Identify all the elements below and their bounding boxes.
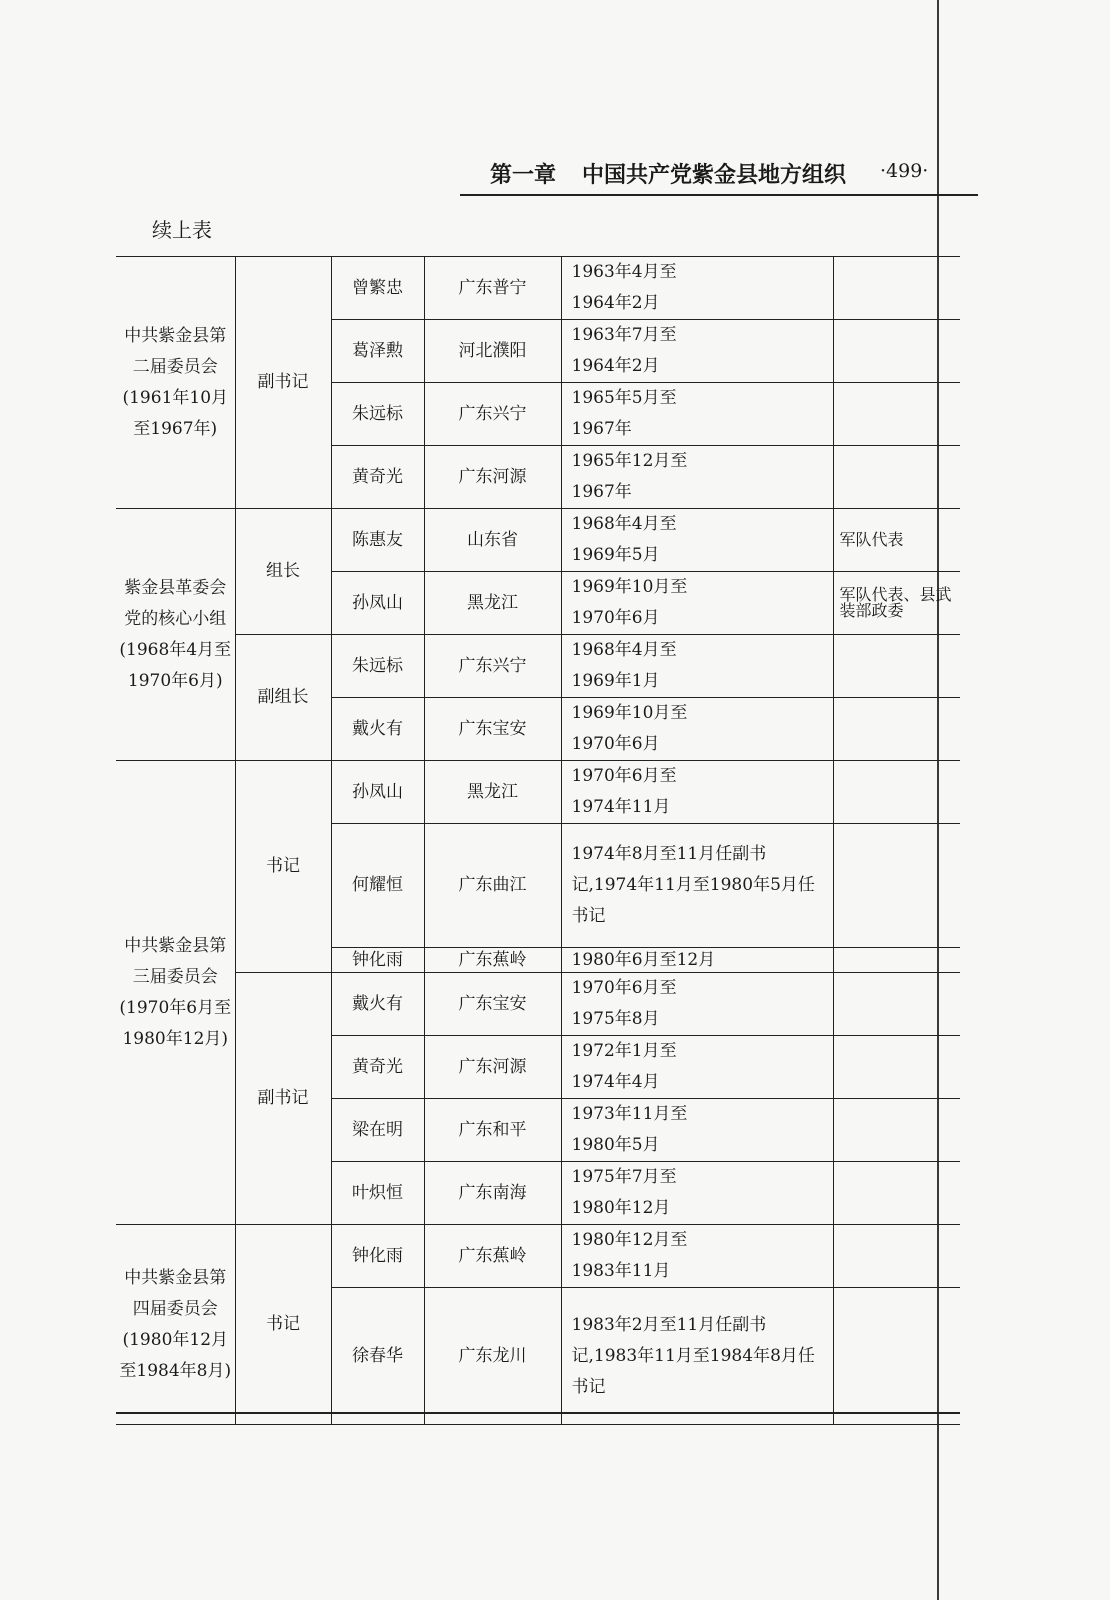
page-number: ·499· bbox=[880, 160, 929, 182]
origin-cell: 广东普宁 bbox=[424, 257, 561, 320]
origin-cell: 广东和平 bbox=[424, 1099, 561, 1162]
position-cell: 副书记 bbox=[235, 257, 331, 509]
header-rule bbox=[460, 194, 978, 196]
origin-cell: 广东河源 bbox=[424, 446, 561, 509]
note-cell bbox=[833, 698, 960, 761]
note-cell: 军队代表 bbox=[833, 509, 960, 572]
name-cell: 陈惠友 bbox=[331, 509, 424, 572]
note-cell bbox=[833, 446, 960, 509]
org-cell: 中共紫金县第二届委员会(1961年10月至1967年) bbox=[116, 257, 235, 509]
name-cell: 梁在明 bbox=[331, 1099, 424, 1162]
table-row bbox=[116, 635, 960, 698]
note-cell: 军队代表、县武装部政委 bbox=[833, 572, 960, 635]
note-cell bbox=[833, 383, 960, 446]
table-row bbox=[116, 509, 960, 572]
tenure-cell: 1969年10月至 1970年6月 bbox=[561, 572, 833, 635]
tenure-cell: 1974年8月至11月任副书记,1974年11月至1980年5月任书记 bbox=[561, 824, 833, 948]
tenure-cell: 1972年1月至 1974年4月 bbox=[561, 1036, 833, 1099]
table-bottom-rule bbox=[116, 1412, 960, 1414]
note-cell bbox=[833, 761, 960, 824]
table-row bbox=[116, 1225, 960, 1288]
tenure-cell: 1965年5月至 1967年 bbox=[561, 383, 833, 446]
origin-cell: 广东蕉岭 bbox=[424, 948, 561, 973]
origin-cell: 广东蕉岭 bbox=[424, 1225, 561, 1288]
origin-cell: 黑龙江 bbox=[424, 572, 561, 635]
origin-cell: 山东省 bbox=[424, 509, 561, 572]
name-cell: 葛泽勲 bbox=[331, 320, 424, 383]
origin-cell: 广东兴宁 bbox=[424, 635, 561, 698]
position-cell: 组长 bbox=[235, 509, 331, 635]
chapter-label: 第一章 bbox=[490, 162, 557, 188]
name-cell: 黄奇光 bbox=[331, 1036, 424, 1099]
tenure-cell: 1983年2月至11月任副书记,1983年11月至1984年8月任书记 bbox=[561, 1288, 833, 1425]
tenure-cell: 1968年4月至 1969年1月 bbox=[561, 635, 833, 698]
name-cell: 叶炽恒 bbox=[331, 1162, 424, 1225]
name-cell: 钟化雨 bbox=[331, 948, 424, 973]
note-cell bbox=[833, 1162, 960, 1225]
origin-cell: 广东曲江 bbox=[424, 824, 561, 948]
origin-cell: 广东宝安 bbox=[424, 973, 561, 1036]
position-cell: 副组长 bbox=[235, 635, 331, 761]
org-cell: 紫金县革委会党的核心小组(1968年4月至1970年6月) bbox=[116, 509, 235, 761]
note-cell bbox=[833, 1225, 960, 1288]
tenure-cell: 1970年6月至 1975年8月 bbox=[561, 973, 833, 1036]
name-cell: 曾繁忠 bbox=[331, 257, 424, 320]
leadership-table bbox=[116, 256, 960, 1425]
name-cell: 孙凤山 bbox=[331, 572, 424, 635]
table-row bbox=[116, 973, 960, 1036]
tenure-cell: 1970年6月至 1974年11月 bbox=[561, 761, 833, 824]
org-cell: 中共紫金县第四届委员会(1980年12月至1984年8月) bbox=[116, 1225, 235, 1425]
name-cell: 何耀恒 bbox=[331, 824, 424, 948]
position-cell: 书记 bbox=[235, 1225, 331, 1425]
name-cell: 朱远标 bbox=[331, 635, 424, 698]
origin-cell: 广东河源 bbox=[424, 1036, 561, 1099]
note-cell bbox=[833, 1288, 960, 1425]
note-cell bbox=[833, 1036, 960, 1099]
name-cell: 孙凤山 bbox=[331, 761, 424, 824]
table-row bbox=[116, 761, 960, 824]
tenure-cell: 1963年7月至 1964年2月 bbox=[561, 320, 833, 383]
note-cell bbox=[833, 973, 960, 1036]
tenure-cell: 1980年6月至12月 bbox=[561, 948, 833, 973]
note-cell bbox=[833, 635, 960, 698]
table-row bbox=[116, 257, 960, 320]
origin-cell: 黑龙江 bbox=[424, 761, 561, 824]
note-cell bbox=[833, 320, 960, 383]
note-cell bbox=[833, 824, 960, 948]
position-cell: 副书记 bbox=[235, 973, 331, 1225]
tenure-cell: 1980年12月至 1983年11月 bbox=[561, 1225, 833, 1288]
origin-cell: 广东宝安 bbox=[424, 698, 561, 761]
continuation-label: 续上表 bbox=[152, 218, 212, 242]
name-cell: 黄奇光 bbox=[331, 446, 424, 509]
tenure-cell: 1965年12月至 1967年 bbox=[561, 446, 833, 509]
tenure-cell: 1969年10月至 1970年6月 bbox=[561, 698, 833, 761]
tenure-cell: 1968年4月至 1969年5月 bbox=[561, 509, 833, 572]
origin-cell: 广东龙川 bbox=[424, 1288, 561, 1425]
name-cell: 戴火有 bbox=[331, 698, 424, 761]
origin-cell: 河北濮阳 bbox=[424, 320, 561, 383]
name-cell: 戴火有 bbox=[331, 973, 424, 1036]
origin-cell: 广东南海 bbox=[424, 1162, 561, 1225]
org-cell: 中共紫金县第三届委员会(1970年6月至1980年12月) bbox=[116, 761, 235, 1225]
running-header bbox=[490, 158, 950, 192]
note-cell bbox=[833, 948, 960, 973]
tenure-cell: 1975年7月至 1980年12月 bbox=[561, 1162, 833, 1225]
position-cell: 书记 bbox=[235, 761, 331, 973]
name-cell: 钟化雨 bbox=[331, 1225, 424, 1288]
tenure-cell: 1963年4月至 1964年2月 bbox=[561, 257, 833, 320]
origin-cell: 广东兴宁 bbox=[424, 383, 561, 446]
note-cell bbox=[833, 257, 960, 320]
tenure-cell: 1973年11月至 1980年5月 bbox=[561, 1099, 833, 1162]
name-cell: 朱远标 bbox=[331, 383, 424, 446]
note-cell bbox=[833, 1099, 960, 1162]
name-cell: 徐春华 bbox=[331, 1288, 424, 1425]
chapter-title: 中国共产党紫金县地方组织 bbox=[582, 162, 847, 188]
